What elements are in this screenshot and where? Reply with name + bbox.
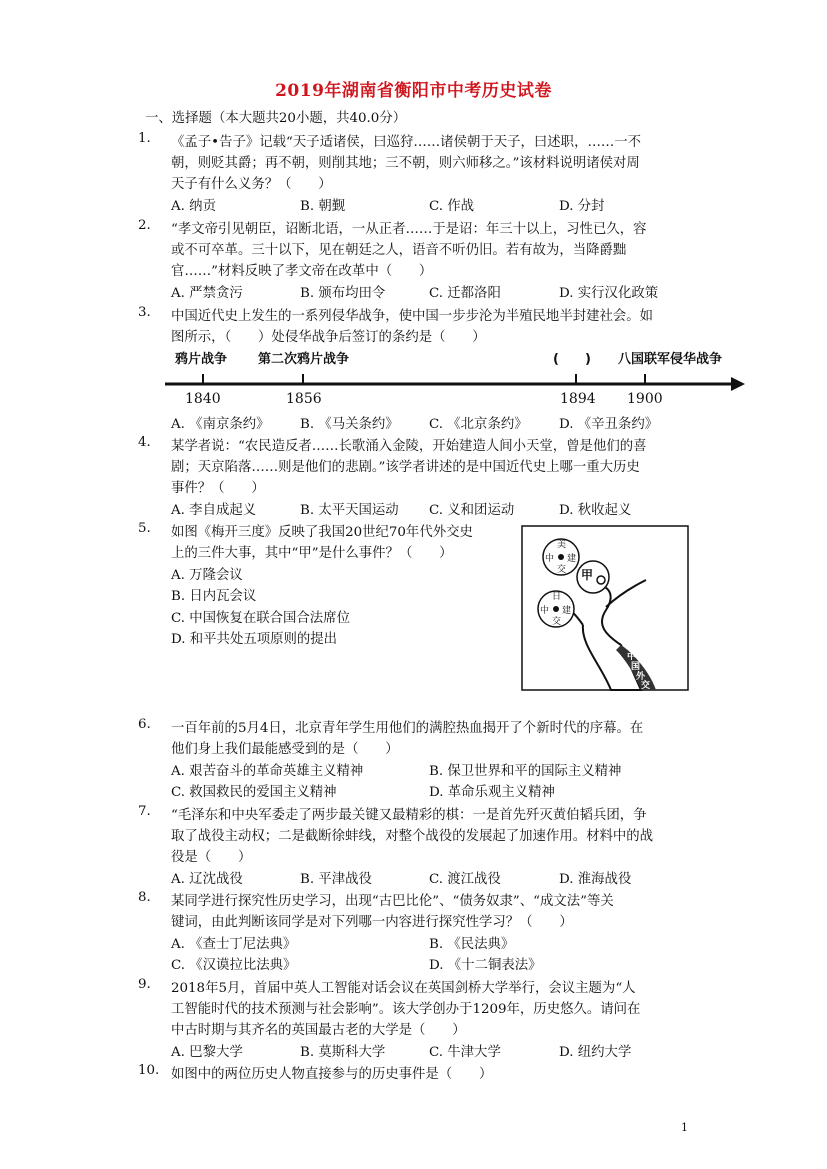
flower-label: 甲 — [581, 568, 594, 582]
option-c[interactable]: C. 《北京条约》 — [429, 417, 528, 432]
option-c[interactable]: C. 救国救民的爱国主义精神 — [171, 785, 337, 800]
option-a[interactable]: A. 《查士丁尼法典》 — [171, 937, 297, 952]
option-a[interactable]: A. 万隆会议 — [171, 568, 243, 583]
flower-label: 建 — [567, 554, 577, 564]
question-text: 剧；天京陷落……则是他们的悲剧。”该学者讲述的是中国近代史上哪一重大历史 — [171, 460, 640, 475]
timeline-label: ( ) — [553, 352, 591, 367]
option-c[interactable]: C. 牛津大学 — [429, 1045, 501, 1060]
option-d[interactable]: D. 淮海战役 — [559, 872, 632, 887]
option-a[interactable]: A. 纳贡 — [171, 199, 216, 214]
question-number: 5. — [138, 521, 151, 536]
question-text: 某同学进行探究性历史学习，出现“古巴比伦”、“债务奴隶”、“成文法”等关 — [171, 894, 614, 909]
option-d[interactable]: D. 和平共处五项原则的提出 — [171, 632, 338, 647]
branch-label: 交 — [641, 681, 651, 691]
timeline-figure — [163, 346, 753, 406]
option-a[interactable]: A. 严禁贪污 — [171, 286, 243, 301]
question-number: 7. — [138, 804, 151, 819]
question-text: 上的三件大事，其中“甲”是什么事件？（ ） — [171, 546, 453, 561]
flower-label: 中 — [540, 606, 550, 616]
question-number: 3. — [138, 305, 151, 320]
option-c[interactable]: C. 作战 — [429, 199, 475, 214]
option-b[interactable]: B. 《马关条约》 — [300, 417, 399, 432]
question-number: 2. — [138, 218, 151, 233]
flower-label: 中 — [545, 554, 555, 564]
option-b[interactable]: B. 平津战役 — [300, 872, 372, 887]
option-a[interactable]: A. 李自成起义 — [171, 503, 257, 518]
question-text: 事件？（ ） — [171, 481, 265, 496]
page-number: 1 — [681, 1121, 688, 1134]
question-text: 工智能时代的技术预测与社会影响”。该大学创办于1209年，历史悠久。请问在 — [171, 1002, 641, 1017]
timeline-label: 鸦片战争 — [175, 352, 228, 367]
option-b[interactable]: B. 保卫世界和平的国际主义精神 — [429, 764, 622, 779]
timeline-year: 1856 — [286, 391, 322, 406]
question-text: “孝文帝引见朝臣，诏断北语，一从正者……于是诏：年三十以上，习性已久，容 — [171, 222, 647, 237]
option-c[interactable]: C. 中国恢复在联合国合法席位 — [171, 611, 350, 626]
option-d[interactable]: D. 《辛丑条约》 — [559, 417, 659, 432]
option-d[interactable]: D. 分封 — [559, 199, 605, 214]
option-b[interactable]: B. 莫斯科大学 — [300, 1045, 386, 1060]
question-text: 朝，则贬其爵；再不朝，则削其地；三不朝，则六师移之。”该材料说明诸侯对周 — [171, 156, 640, 171]
question-text: 天子有什么义务？（ ） — [171, 177, 332, 192]
flower-label: 交 — [552, 617, 562, 627]
option-d[interactable]: D. 纽约大学 — [559, 1045, 632, 1060]
option-b[interactable]: B. 《民法典》 — [429, 937, 515, 952]
question-number: 1. — [138, 131, 151, 146]
timeline-label: 八国联军侵华战争 — [618, 352, 723, 367]
option-b[interactable]: B. 太平天国运动 — [300, 503, 399, 518]
option-c[interactable]: C. 迁都洛阳 — [429, 286, 501, 301]
question-number: 8. — [138, 890, 151, 905]
question-text: 键词，由此判断该同学是对下列哪一内容进行探究性学习？（ ） — [171, 915, 573, 930]
question-text: 中古时期与其齐名的英国最古老的大学是（ ） — [171, 1023, 466, 1038]
option-c[interactable]: C. 渡江战役 — [429, 872, 501, 887]
question-text: 图所示，（ ）处侵华战争后签订的条约是（ ） — [171, 330, 486, 345]
option-d[interactable]: D. 秋收起义 — [559, 503, 632, 518]
question-text: 官……”材料反映了孝文帝在改革中（ ） — [171, 264, 433, 279]
question-number: 9. — [138, 977, 151, 992]
question-text: 取了战役主动权；二是截断徐蚌线，对整个战役的发展起了加速作用。材料中的战 — [171, 829, 654, 844]
timeline-arrow-icon — [731, 377, 745, 391]
question-text: 2018年5月，首届中英人工智能对话会议在英国剑桥大学举行，会议主题为“人 — [171, 981, 636, 996]
branch-label: 国 — [631, 662, 641, 672]
page-title: 2019年湖南省衡阳市中考历史试卷 — [275, 81, 552, 101]
option-a[interactable]: A. 巴黎大学 — [171, 1045, 243, 1060]
timeline-year: 1840 — [185, 391, 221, 406]
plum-blossom-figure — [521, 525, 689, 691]
question-text: 《孟子•告子》记载“天子适诸侯，曰巡狩……诸侯朝于天子，曰述职，……一不 — [171, 135, 642, 150]
branch-label: 中 — [627, 652, 637, 662]
option-d[interactable]: D. 实行汉化政策 — [559, 286, 659, 301]
option-a[interactable]: A. 辽沈战役 — [171, 872, 243, 887]
question-text: 他们身上我们最能感受到的是（ ） — [171, 742, 399, 757]
option-b[interactable]: B. 朝觐 — [300, 199, 346, 214]
option-a[interactable]: A. 《南京条约》 — [171, 417, 270, 432]
question-text: 一百年前的5月4日，北京青年学生用他们的满腔热血揭开了个新时代的序幕。在 — [171, 721, 644, 736]
section-heading: 一、选择题（本大题共20小题，共40.0分） — [145, 111, 407, 126]
branch-label: 外 — [636, 672, 646, 682]
flower-label: 美 — [557, 540, 567, 550]
question-text: 役是（ ） — [171, 850, 252, 865]
question-text: 或不可卒革。三十以下，见在朝廷之人，语音不听仍旧。若有故为，当降爵黜 — [171, 243, 627, 258]
timeline-year: 1894 — [560, 391, 596, 406]
question-number: 6. — [138, 717, 151, 732]
timeline-label: 第二次鸦片战争 — [258, 352, 350, 367]
question-text: 某学者说：“农民造反者……长歌涌入金陵，开始建造人间小天堂，曾是他们的喜 — [171, 439, 647, 454]
flower-label: 交 — [557, 565, 567, 575]
question-text: 如图中的两位历史人物直接参与的历史事件是（ ） — [171, 1067, 493, 1082]
question-number: 10. — [138, 1063, 160, 1078]
flower-label: 日 — [552, 592, 562, 602]
option-d[interactable]: D. 《十二铜表法》 — [429, 958, 542, 973]
option-c[interactable]: C. 义和团运动 — [429, 503, 515, 518]
option-b[interactable]: B. 颁布均田令 — [300, 286, 386, 301]
timeline-year: 1900 — [627, 391, 663, 406]
option-d[interactable]: D. 革命乐观主义精神 — [429, 785, 555, 800]
option-b[interactable]: B. 日内瓦会议 — [171, 589, 257, 604]
question-number: 4. — [138, 435, 151, 450]
option-a[interactable]: A. 艰苦奋斗的革命英雄主义精神 — [171, 764, 364, 779]
flower-label: 建 — [562, 606, 572, 616]
question-text: “毛泽东和中央军委走了两步最关键又最精彩的棋：一是首先歼灭黄伯韬兵团，争 — [171, 808, 647, 823]
option-c[interactable]: C. 《汉谟拉比法典》 — [171, 958, 297, 973]
question-text: 如图《梅开三度》反映了我国20世纪70年代外交史 — [171, 525, 473, 540]
question-text: 中国近代史上发生的一系列侵华战争，使中国一步步沦为半殖民地半封建社会。如 — [171, 309, 654, 324]
